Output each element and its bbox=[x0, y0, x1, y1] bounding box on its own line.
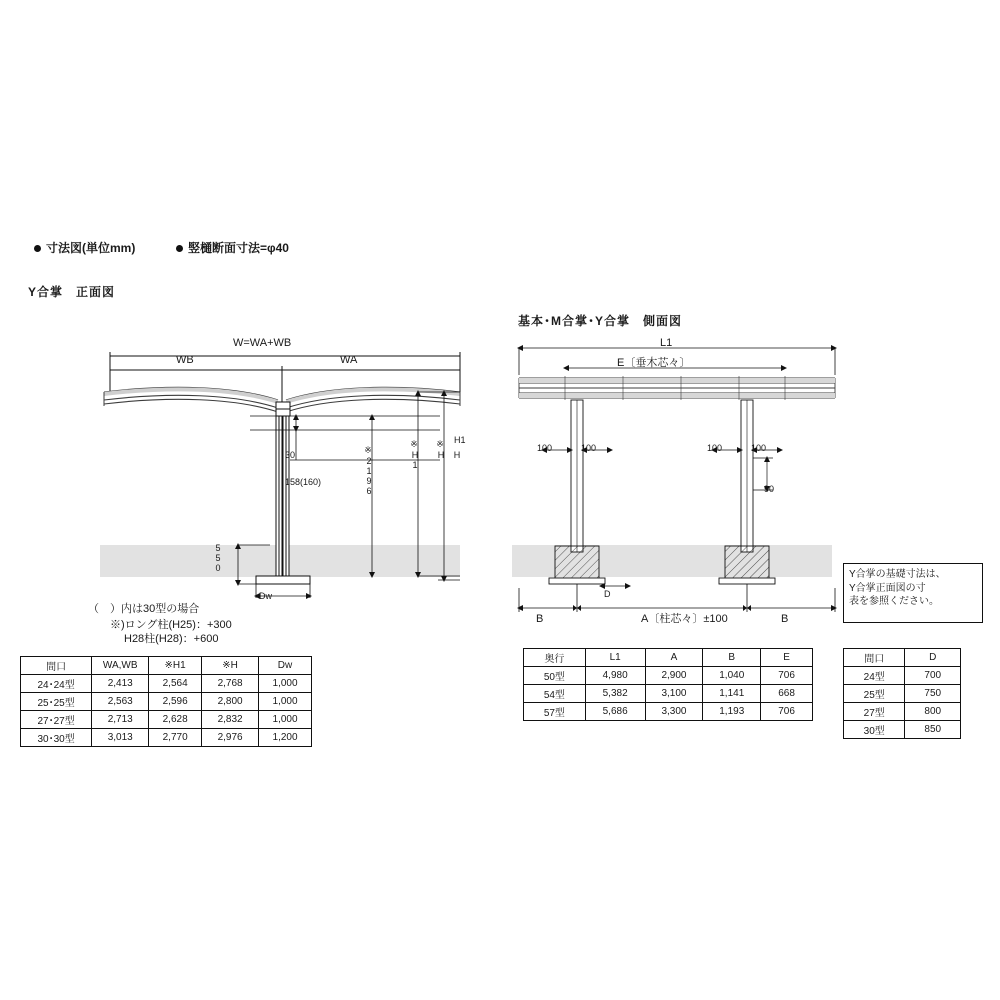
cell: 2,768 bbox=[202, 675, 259, 693]
note-line-1: Y合掌の基礎寸法は、 bbox=[849, 569, 946, 580]
label-dim-90: 90 bbox=[764, 484, 775, 494]
table-row bbox=[844, 703, 961, 721]
label-h: H bbox=[452, 450, 462, 460]
th-1: D bbox=[905, 649, 961, 667]
cell: 27･27型 bbox=[21, 711, 92, 729]
note-box bbox=[843, 563, 983, 623]
label-wb: WB bbox=[176, 354, 194, 366]
table-row bbox=[21, 675, 312, 693]
label-h1: H1 bbox=[454, 435, 466, 445]
table-depth-dimensions bbox=[523, 648, 813, 721]
cell: 2,713 bbox=[92, 711, 149, 729]
cell: 57型 bbox=[524, 703, 586, 721]
table-row bbox=[844, 685, 961, 703]
note-line-2: Y合掌正面図の寸 bbox=[849, 582, 926, 594]
label-h-star: ※H bbox=[436, 440, 446, 460]
right-drawing-title: 基本･M合掌･Y合掌 側面図 bbox=[518, 314, 683, 328]
cell: 800 bbox=[905, 703, 961, 721]
cell: 50型 bbox=[524, 667, 586, 685]
cell: 3,100 bbox=[645, 685, 703, 703]
cell: 1,193 bbox=[703, 703, 761, 721]
cell: 25型 bbox=[844, 685, 905, 703]
note-line-3: 表を参照ください。 bbox=[849, 596, 939, 607]
cell: 700 bbox=[905, 667, 961, 685]
left-note-2: ※)ロング柱(H25)：+300 bbox=[110, 619, 232, 631]
label-b-right: B bbox=[781, 613, 789, 625]
side-view-drawing bbox=[505, 330, 885, 650]
cell: 2,628 bbox=[149, 711, 202, 729]
label-100-a: 100 bbox=[537, 443, 553, 453]
front-view-drawing bbox=[20, 330, 490, 690]
label-dim-158: 158(160) bbox=[285, 477, 322, 487]
table-row bbox=[21, 711, 312, 729]
cell: 2,900 bbox=[645, 667, 703, 685]
label-dw: Dw bbox=[259, 591, 272, 601]
label-100-d: 100 bbox=[751, 443, 767, 453]
cell: 5,382 bbox=[585, 685, 645, 703]
cell: 2,770 bbox=[149, 729, 202, 747]
cell: 54型 bbox=[524, 685, 586, 703]
bullet-icon bbox=[176, 245, 183, 252]
cell: 1,000 bbox=[259, 693, 312, 711]
cell: 1,141 bbox=[703, 685, 761, 703]
page-title: 寸法図(単位mm) bbox=[34, 242, 135, 254]
cell: 2,563 bbox=[92, 693, 149, 711]
table-frontage-dimensions bbox=[20, 656, 312, 747]
table-row bbox=[844, 667, 961, 685]
left-note-3: H28柱(H28)：+600 bbox=[124, 633, 219, 645]
table-row bbox=[21, 657, 312, 675]
label-wa: WA bbox=[340, 354, 358, 366]
th-4: Dw bbox=[259, 657, 312, 675]
th-0: 間口 bbox=[21, 657, 92, 675]
table-row bbox=[21, 729, 312, 747]
cell: 30型 bbox=[844, 721, 905, 739]
left-note-1: （ ）内は30型の場合 bbox=[88, 603, 200, 615]
cell: 24型 bbox=[844, 667, 905, 685]
th-3: ※H bbox=[202, 657, 259, 675]
cell: 750 bbox=[905, 685, 961, 703]
label-100-b: 100 bbox=[581, 443, 597, 453]
cell: 30･30型 bbox=[21, 729, 92, 747]
bullet-icon bbox=[34, 245, 41, 252]
label-dim-30: 30 bbox=[285, 450, 296, 460]
left-drawing-title: Y合掌 正面図 bbox=[28, 285, 116, 299]
cell: 2,564 bbox=[149, 675, 202, 693]
th-3: B bbox=[703, 649, 761, 667]
table-row bbox=[21, 693, 312, 711]
cell: 3,300 bbox=[645, 703, 703, 721]
cell: 2,413 bbox=[92, 675, 149, 693]
th-1: L1 bbox=[585, 649, 645, 667]
table-row bbox=[844, 649, 961, 667]
th-0: 間口 bbox=[844, 649, 905, 667]
cell: 668 bbox=[761, 685, 813, 703]
cell: 1,040 bbox=[703, 667, 761, 685]
cell: 3,013 bbox=[92, 729, 149, 747]
label-l1: L1 bbox=[660, 337, 673, 349]
cell: 2,976 bbox=[202, 729, 259, 747]
th-2: A bbox=[645, 649, 703, 667]
table-row bbox=[524, 649, 813, 667]
cell: 2,832 bbox=[202, 711, 259, 729]
label-b-left: B bbox=[536, 613, 544, 625]
cell: 706 bbox=[761, 703, 813, 721]
th-4: E bbox=[761, 649, 813, 667]
label-dim-550: 550 bbox=[213, 543, 223, 573]
label-a-center: A〔柱芯々〕±100 bbox=[641, 613, 728, 625]
cell: 1,000 bbox=[259, 711, 312, 729]
table-row bbox=[844, 721, 961, 739]
label-h1-star: ※H1 bbox=[410, 440, 420, 470]
cell: 850 bbox=[905, 721, 961, 739]
label-e: E〔垂木芯々〕 bbox=[617, 357, 691, 369]
table-row bbox=[524, 703, 813, 721]
th-1: WA,WB bbox=[92, 657, 149, 675]
cell: 2,800 bbox=[202, 693, 259, 711]
cell: 5,686 bbox=[585, 703, 645, 721]
cell: 27型 bbox=[844, 703, 905, 721]
cell: 4,980 bbox=[585, 667, 645, 685]
cell: 24･24型 bbox=[21, 675, 92, 693]
table-foundation-d bbox=[843, 648, 961, 739]
cell: 25･25型 bbox=[21, 693, 92, 711]
cell: 706 bbox=[761, 667, 813, 685]
cell: 1,200 bbox=[259, 729, 312, 747]
label-dim-2196: ※2196 bbox=[364, 446, 374, 496]
label-100-c: 100 bbox=[707, 443, 723, 453]
label-total-width: W=WA+WB bbox=[233, 337, 292, 349]
table-row bbox=[524, 667, 813, 685]
th-2: ※H1 bbox=[149, 657, 202, 675]
label-d: D bbox=[604, 589, 611, 599]
th-0: 奥行 bbox=[524, 649, 586, 667]
page-subtitle: 竪樋断面寸法=φ40 bbox=[176, 242, 289, 254]
cell: 1,000 bbox=[259, 675, 312, 693]
cell: 2,596 bbox=[149, 693, 202, 711]
table-row bbox=[524, 685, 813, 703]
